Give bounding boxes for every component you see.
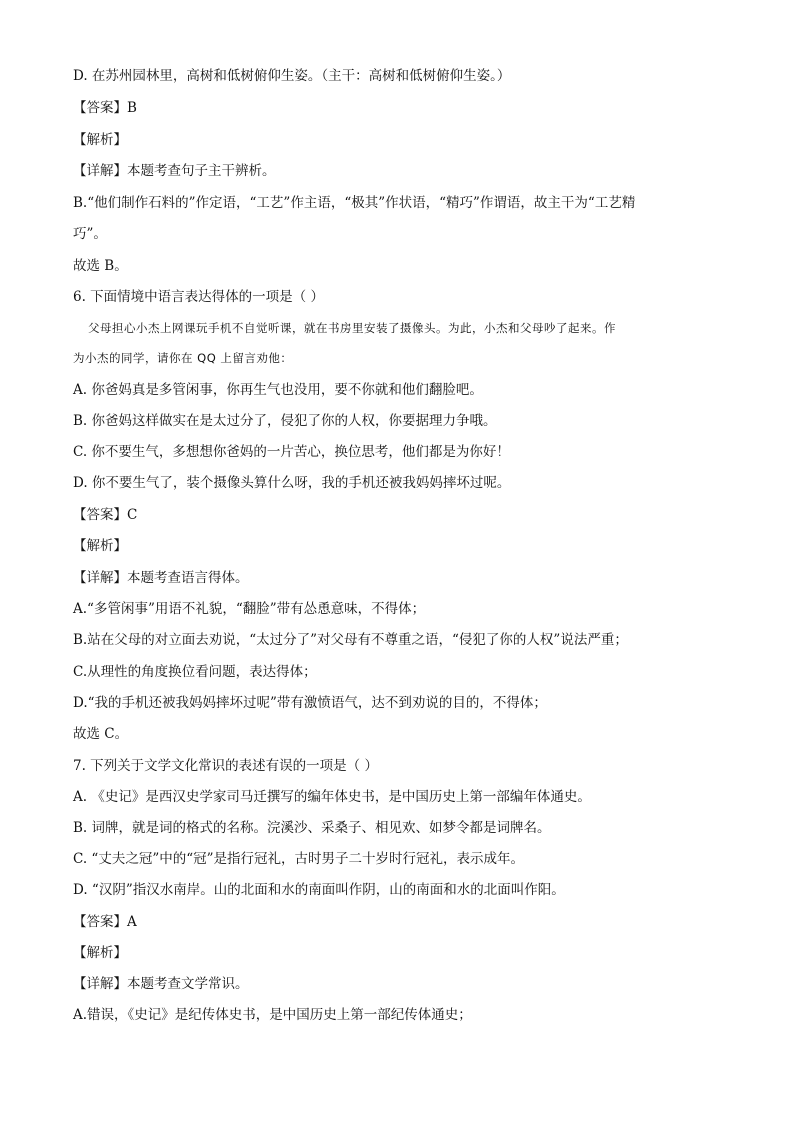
answer-label: 【答案】B — [73, 100, 137, 116]
analysis-label: 【解析】 — [73, 132, 127, 148]
option-d-text: D. “汉阴”指汉水南岸。山的北面和水的南面叫作阴，山的南面和水的北面叫作阳。 — [73, 882, 565, 898]
answer-label: 【答案】A — [73, 914, 137, 930]
detail-text: 【详解】本题考查语言得体。 — [73, 570, 249, 586]
option-d-text: D. 在苏州园林里，高树和低树俯仰生姿。（主干：高树和低树俯仰生姿。） — [73, 68, 511, 84]
detail-text: A.错误，《史记》是纪传体史书，是中国历史上第一部纪传体通史； — [73, 1007, 472, 1023]
option-c-text: C. 你不要生气，多想想你爸妈的一片苦心，换位思考，他们都是为你好！ — [73, 444, 510, 460]
option-a-text: A. 《史记》是西汉史学家司马迁撰写的编年体史书，是中国历史上第一部编年体通史。 — [73, 789, 591, 805]
conclusion-text: 故选 C。 — [73, 726, 129, 742]
detail-text: 巧”。 — [73, 226, 107, 242]
analysis-label: 【解析】 — [73, 538, 127, 554]
conclusion-text: 故选 B。 — [73, 258, 128, 274]
detail-text: A.“多管闲事”用语不礼貌，“翻脸”带有怂恿意味，不得体； — [73, 601, 426, 617]
question-title: 6. 下面情境中语言表达得体的一项是（ ） — [73, 289, 324, 305]
detail-text: B.站在父母的对立面去劝说，“太过分了”对父母有不尊重之语，“侵犯了你的人权”说法严重； — [73, 632, 628, 648]
scenario-text: 为小杰的同学，请你在 QQ 上留言劝他： — [73, 351, 293, 365]
detail-text: B.“他们制作石料的”作定语，“工艺”作主语，“极其”作状语，“精巧”作谓语，故主干为“工艺精 — [73, 195, 636, 211]
option-d-text: D. 你不要生气了，装个摄像头算什么呀，我的手机还被我妈妈摔坏过呢。 — [73, 475, 511, 491]
option-b-text: B. 你爸妈这样做实在是太过分了，侵犯了你的人权，你要据理力争哦。 — [73, 413, 497, 429]
question-title: 7. 下列关于文学文化常识的表述有误的一项是（ ） — [73, 758, 378, 774]
option-a-text: A. 你爸妈真是多管闲事，你再生气也没用，要不你就和他们翻脸吧。 — [73, 382, 483, 398]
scenario-text: 父母担心小杰上网课玩手机不自觉听课，就在书房里安装了摄像头。为此，小杰和父母吵了起来。作 — [88, 321, 616, 335]
option-b-text: B. 词牌，就是词的格式的名称。浣溪沙、采桑子、相见欢、如梦令都是词牌名。 — [73, 820, 551, 836]
answer-label: 【答案】C — [73, 507, 138, 523]
detail-text: D.“我的手机还被我妈妈摔坏过呢”带有激愤语气，达不到劝说的目的，不得体； — [73, 695, 547, 711]
analysis-label: 【解析】 — [73, 945, 127, 961]
option-c-text: C. “丈夫之冠”中的“冠”是指行冠礼，古时男子二十岁时行冠礼，表示成年。 — [73, 851, 525, 867]
detail-text: 【详解】本题考查文学常识。 — [73, 976, 249, 992]
detail-text: C.从理性的角度换位看问题，表达得体； — [73, 664, 317, 680]
detail-text: 【详解】本题考查句子主干辨析。 — [73, 163, 276, 179]
